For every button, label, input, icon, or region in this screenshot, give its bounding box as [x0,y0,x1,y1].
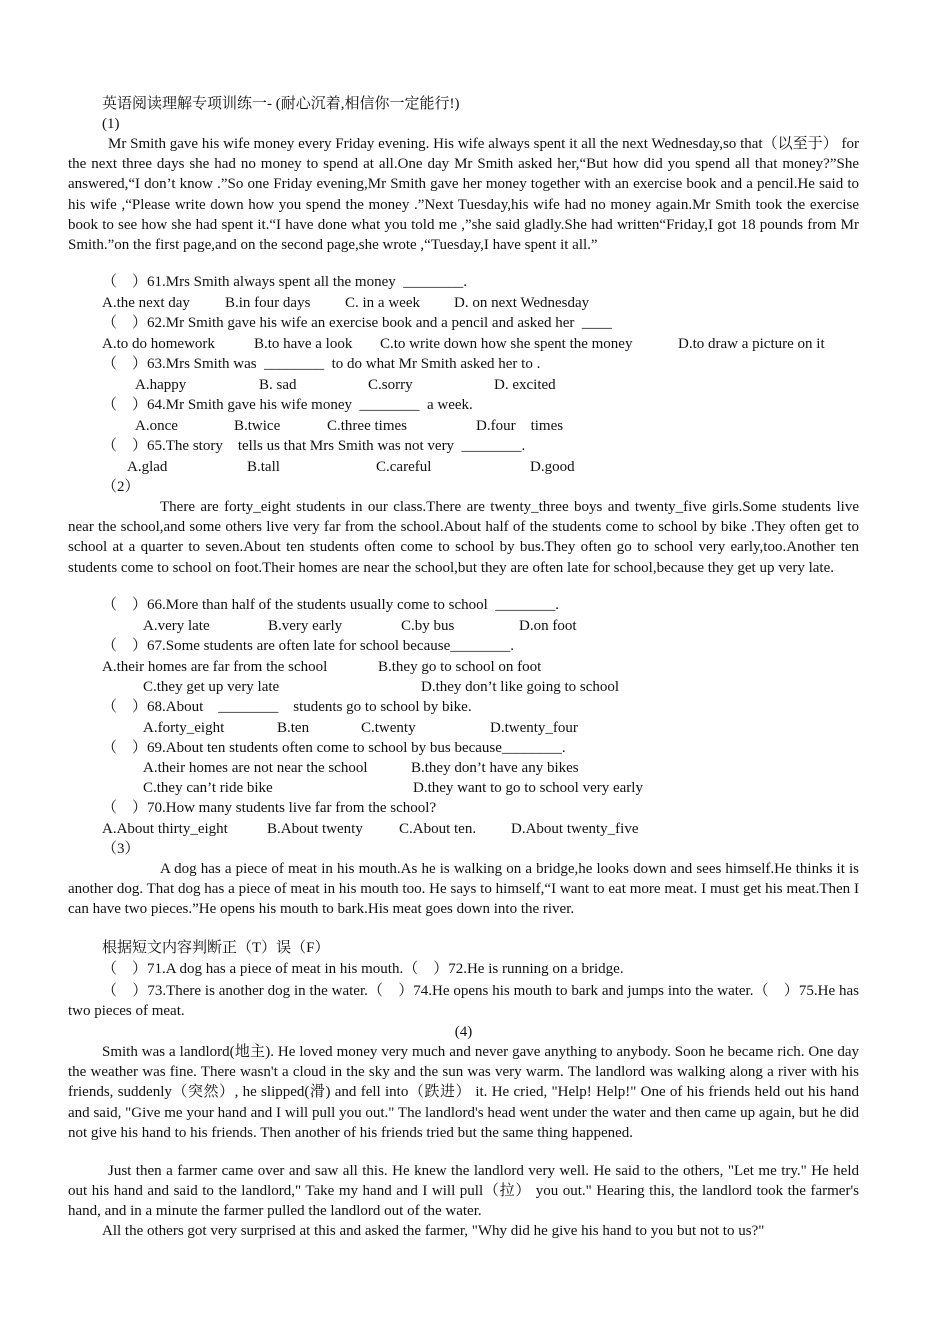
question-64: （ ）64.Mr Smith gave his wife money ________ a week. [102,397,473,413]
option-70-a: A.About thirty_eight [102,821,228,837]
passage-4-paragraph-2: Just then a farmer came over and saw all this. He knew the landlord very well. He said to the others, "Let me try." He held out his hand and said to the landlord," Take my hand and I will pull（拉） you out." Hearing this, the landlord took the farmer's hand, and in a minute the farmer pulled the landlord out of the water. [68,1163,859,1220]
question-66: （ ）66.More than half of the students usually come to school ________. [102,597,560,613]
option-64-d: D.four times [476,418,564,434]
passage-1: Mr Smith gave his wife money every Friday evening. His wife always spent it all the next Wednesday,so that（以至于） for the next three days she had no money to spend at all.One day Mr Smith asked her,“But how did you spend all that money?”She answered,“I don’t know .”So one Friday evening,Mr Smith gave her money together with an exercise book and a pencil.He said to his wife ,“Please write down how you spend the money .”Next Tuesday,his wife had no money again.Mr Smith took the exercise book to see how she had spent it.“I have done what you told me ,”she said gladly.She had written“Friday,I got 18 pounds from Mr Smith.”on the first page,and on the second page,she wrote ,“Tuesday,I have spent it all.” [68,136,859,254]
question-63: （ ）63.Mrs Smith was ________ to do what Mr Smith asked her to . [102,356,541,372]
option-67-a: A.their homes are far from the school [102,659,328,675]
option-61-a: A.the next day [102,295,190,311]
option-62-d: D.to draw a picture on it [678,336,825,352]
option-66-a: A.very late [143,618,210,634]
option-65-a: A.glad [127,459,168,475]
question-67: （ ）67.Some students are often late for school because________. [102,638,514,654]
option-62-b: B.to have a look [254,336,353,352]
option-70-b: B.About twenty [267,821,363,837]
option-68-a: A.forty_eight [143,720,225,736]
option-66-d: D.on foot [519,618,577,634]
option-64-a: A.once [135,418,178,434]
option-65-c: C.careful [376,459,432,475]
option-69-a: A.their homes are not near the school [143,760,368,776]
option-69-d: D.they want to go to school very early [413,780,643,796]
question-69: （ ）69.About ten students often come to school by bus because________. [102,740,566,756]
section-number-3: （3） [102,841,140,857]
option-67-d: D.they don’t like going to school [421,679,620,695]
question-68: （ ）68.About ________ students go to school by bike. [102,699,472,715]
option-61-c: C. in a week [345,295,420,311]
option-61-d: D. on next Wednesday [454,295,590,311]
option-69-c: C.they can’t ride bike [143,780,273,796]
tf-instruction: 根据短文内容判断正（T）误（F） [102,940,330,956]
tf-questions-71-72: （ ）71.A dog has a piece of meat in his mouth.（ ）72.He is running on a bridge. [102,961,624,977]
question-65: （ ）65.The story tells us that Mrs Smith was not very ________. [102,438,526,454]
passage-2: There are forty_eight students in our class.There are twenty_three boys and twenty_five girls.Some students live near the school,and some others live very far from the school.About half of the students come to school by bike .They often get to school at a quarter to seven.About ten students often come to school by bus.They often go to school very early,too.Another ten students come to school on foot.Their homes are near the school,but they are often late for school,because they get up very late. [68,499,859,576]
option-70-d: D.About twenty_five [511,821,639,837]
option-68-c: C.twenty [361,720,416,736]
option-66-c: C.by bus [401,618,455,634]
option-66-b: B.very early [268,618,343,634]
option-65-d: D.good [530,459,575,475]
option-63-d: D. excited [494,377,556,393]
section-number-2: （2） [102,479,140,495]
passage-4-paragraph-3: All the others got very surprised at this and asked the farmer, "Why did he give his hand to you but not to us?" [102,1223,765,1239]
option-61-b: B.in four days [225,295,311,311]
section-number-1: (1) [102,116,120,132]
option-67-b: B.they go to school on foot [378,659,542,675]
section-number-4: (4) [454,1024,473,1040]
question-70: （ ）70.How many students live far from the school? [102,800,437,816]
option-64-b: B.twice [234,418,281,434]
option-63-c: C.sorry [368,377,413,393]
option-68-b: B.ten [277,720,310,736]
option-70-c: C.About ten. [399,821,477,837]
option-65-b: B.tall [247,459,280,475]
question-62: （ ）62.Mr Smith gave his wife an exercise book and a pencil and asked her ____ [102,315,612,331]
tf-questions-73-75: （ ）73.There is another dog in the water.（ ）74.He opens his mouth to bark and jumps into the water.（ ）75.He has two pieces of meat. [68,983,859,1020]
option-62-c: C.to write down how she spent the money [380,336,633,352]
worksheet-title: 英语阅读理解专项训练一- (耐心沉着,相信你一定能行!) [102,96,460,112]
option-68-d: D.twenty_four [490,720,578,736]
option-63-a: A.happy [135,377,187,393]
option-64-c: C.three times [327,418,407,434]
option-67-c: C.they get up very late [143,679,280,695]
option-69-b: B.they don’t have any bikes [411,760,579,776]
question-61: （ ）61.Mrs Smith always spent all the money ________. [102,274,467,290]
passage-3: A dog has a piece of meat in his mouth.As he is walking on a bridge,he looks down and sees himself.He thinks it is another dog. That dog has a piece of meat in his mouth too. He says to himself,“I want to eat more meat. I must get his meat.Then I can have two pieces.”He opens his mouth to bark.His meat goes down into the river. [68,861,859,918]
passage-4-paragraph-1: Smith was a landlord(地主). He loved money very much and never gave anything to anybody. Soon he became rich. One day the weather was fine. There wasn't a cloud in the sky and the sun was very warm. The landlord was walking along a river with his friends, suddenly（突然）, he slipped(滑) and fell into（跌进） it. He cried, "Help! Help!" One of his friends held out his hand and said, "Give me your hand and I will pull you out." The landlord's head went under the water and then came up again, but he did not give his hand to his friends. Then another of his friends tried but the same thing happened. [68,1044,859,1141]
option-62-a: A.to do homework [102,336,215,352]
option-63-b: B. sad [259,377,297,393]
